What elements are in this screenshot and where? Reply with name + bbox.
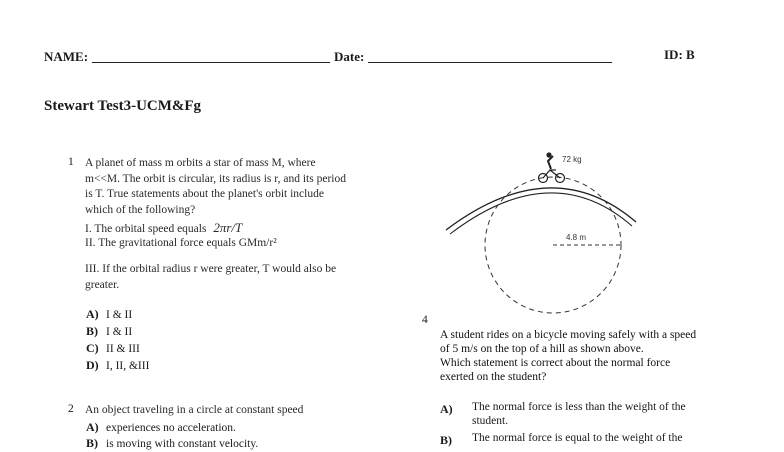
q1-statement-2: II. The gravitational force equals GMm/r²	[85, 237, 277, 249]
choice-letter: A)	[440, 402, 453, 416]
q2-choice-b[interactable]	[86, 434, 258, 452]
q4-number: 4	[422, 314, 428, 326]
choice-letter: B)	[86, 324, 98, 338]
test-title: Stewart Test3-UCM&Fg	[44, 98, 202, 114]
q1-stem-line: m<<M. The orbit is circular, its radius is r, and its period	[85, 172, 346, 185]
choice-text: I & II	[106, 326, 133, 338]
q1-statement-1	[85, 220, 242, 238]
q2-stem: An object traveling in a circle at constant speed	[85, 404, 304, 416]
name-field[interactable]	[92, 62, 330, 63]
choice-text	[472, 431, 682, 445]
date-field[interactable]	[368, 62, 612, 63]
radius-label: 4.8 m	[566, 233, 587, 242]
q1-stem-line: is T. True statements about the planet's orbit include	[85, 188, 324, 200]
choice-text-line: The normal force is less than the weight of the	[472, 401, 686, 413]
choice-text: I, II, &III	[106, 360, 150, 372]
choice-text: II & III	[106, 343, 140, 355]
q1-choice-a[interactable]	[86, 305, 132, 323]
q1-statement-3-line: greater.	[85, 278, 120, 291]
mass-label: 72 kg	[562, 155, 582, 164]
q4-stem-line: exerted on the student?	[440, 371, 547, 383]
q4-choice-b[interactable]	[440, 431, 682, 449]
q1-statement-1-formula: 2πr/T	[213, 220, 243, 235]
choice-text	[472, 400, 686, 428]
q1-statement-1-text: I. The orbital speed equals	[85, 223, 207, 235]
hill-figure	[440, 148, 640, 318]
choice-text-line: The normal force is equal to the weight of the	[472, 432, 683, 444]
q4-stem-line: A student rides on a bicycle moving safely with a speed	[440, 329, 697, 341]
q1-stem-line: A planet of mass m orbits a star of mass M, where	[85, 157, 316, 169]
q1-choice-d[interactable]	[86, 356, 149, 374]
q1-statement-3-line: III. If the orbital radius r were greater, T would also be	[85, 263, 337, 275]
name-label: NAME:	[44, 49, 89, 64]
id-label: ID: B	[664, 47, 695, 62]
q4-choice-a[interactable]	[440, 400, 686, 428]
q4-stem	[440, 328, 696, 384]
choice-letter: B)	[86, 436, 98, 450]
hill-arc-inner	[450, 193, 632, 234]
q1-choice-b[interactable]	[86, 322, 132, 340]
q4-stem-line: of 5 m/s on the top of a hill as shown above.	[440, 343, 644, 355]
choice-text: experiences no acceleration.	[106, 422, 236, 434]
choice-letter: C)	[86, 341, 99, 355]
q1-choice-c[interactable]	[86, 339, 140, 357]
q2-number: 2	[68, 403, 74, 415]
choice-letter: A)	[86, 420, 99, 434]
q1-statement-3	[85, 262, 336, 293]
q1-stem-line: which of the following?	[85, 203, 196, 216]
choice-letter: A)	[86, 307, 99, 321]
q4-stem-line: Which statement is correct about the normal force	[440, 357, 671, 369]
choice-text-line: student.	[472, 415, 509, 427]
choice-text: is moving with constant velocity.	[106, 438, 259, 450]
date-label: Date:	[334, 49, 365, 64]
choice-letter: B)	[440, 433, 452, 447]
choice-text: I & II	[106, 309, 133, 321]
q1-number: 1	[68, 156, 74, 168]
q1-stem	[85, 156, 346, 218]
choice-letter: D)	[86, 358, 99, 372]
